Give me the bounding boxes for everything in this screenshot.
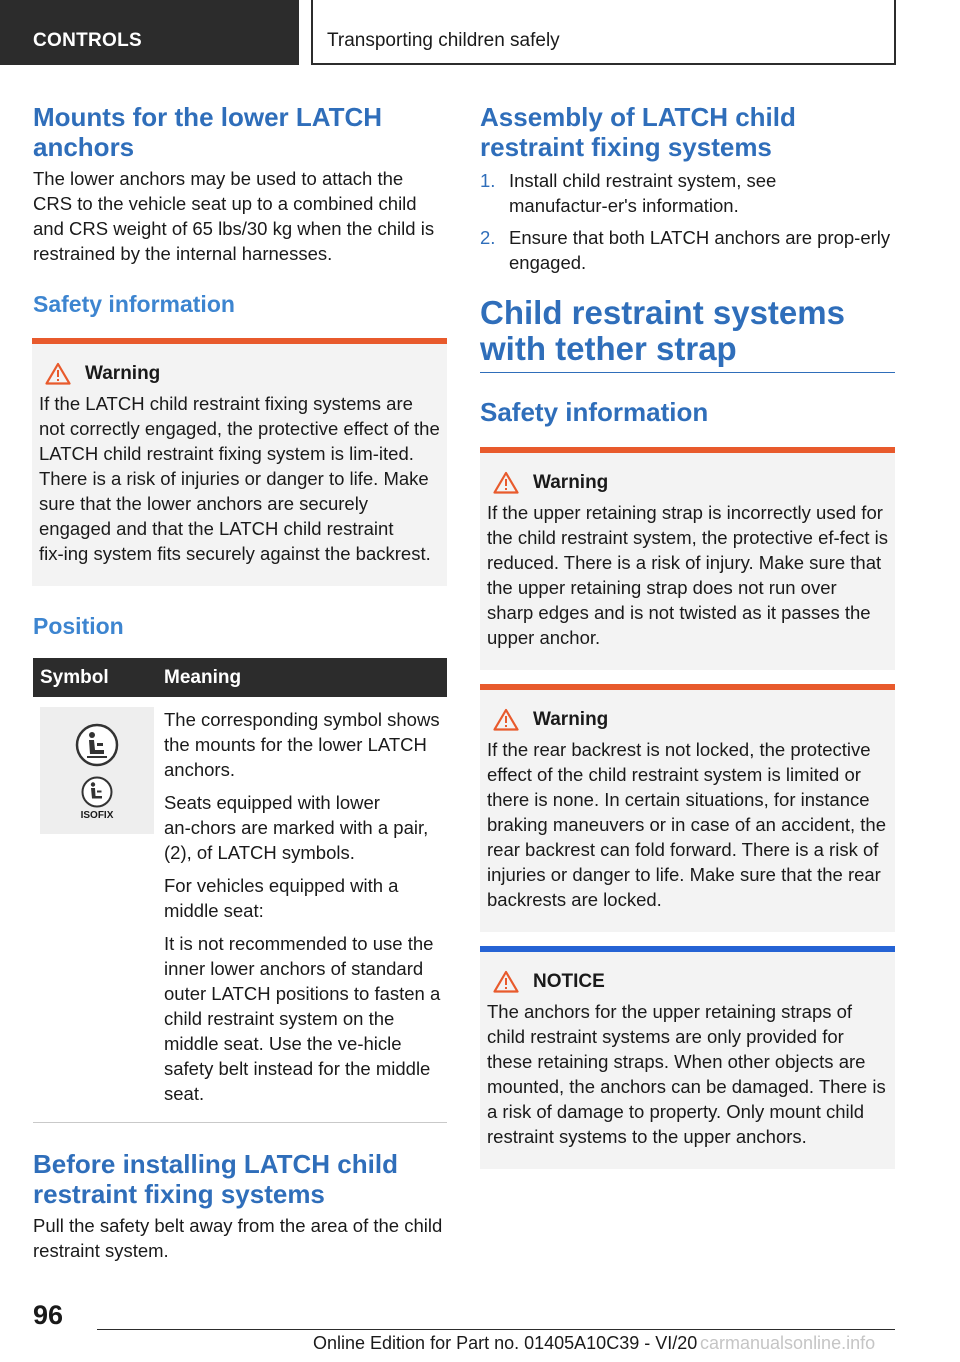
meaning-paragraph: For vehicles equipped with a middle seat: xyxy=(164,875,399,921)
meaning-paragraph: Seats equipped with lower an‑chors are marked with a pair, (2), of LATCH symbols. xyxy=(164,792,429,863)
isofix-label: ISOFIX xyxy=(80,809,114,821)
list-item xyxy=(480,225,895,275)
isofix-seat-icon xyxy=(80,775,114,809)
tether-heading-block xyxy=(480,295,895,373)
chapter-label: Transporting children safely xyxy=(327,30,560,51)
warning-label: Warning xyxy=(85,362,161,384)
warning-box-strap xyxy=(480,447,895,670)
step-text: Install child restraint system, see manufactur‑er's information. xyxy=(509,170,777,216)
safety-heading-left: Safety information xyxy=(33,291,235,317)
mounts-body: The lower anchors may be used to attach the CRS to the vehicle seat up to a combined child and CRS weight of 65 lbs/30 kg when the child is restrained by the internal harnesses. xyxy=(33,168,435,264)
meaning-cell xyxy=(157,707,447,1114)
position-table xyxy=(33,658,447,1123)
section-tab xyxy=(0,0,299,65)
step-text: Ensure that both LATCH anchors are prop‑erly engaged. xyxy=(509,227,891,273)
before-installing-heading: Before installing LATCH child restraint fixing systems xyxy=(33,1149,398,1209)
warning-box-backrest xyxy=(480,684,895,932)
warning-box-latch xyxy=(32,338,447,586)
meaning-paragraph: The corresponding symbol shows the mounts for the lower LATCH anchors. xyxy=(164,709,440,780)
right-column xyxy=(480,102,895,1169)
meaning-paragraph: It is not recommended to use the inner lower anchors of standard outer LATCH positions to fasten a child restraint system on the middle seat. Use the ve‑hicle safety belt instead for the middle seat. xyxy=(164,933,441,1104)
step-number: 1. xyxy=(480,170,496,191)
column-meaning: Meaning xyxy=(164,666,242,688)
tether-heading: Child restraint systems with tether strap xyxy=(480,294,845,367)
isofix-symbol xyxy=(80,775,114,821)
warning-triangle-icon xyxy=(493,471,519,494)
warning-triangle-icon xyxy=(45,362,71,385)
watermark: carmanualsonline.info xyxy=(700,1333,876,1353)
notice-text: The anchors for the upper retaining straps of child restraint systems are only provided for these retaining straps. When other objects are mounted, the anchors can be damaged. There is a risk of damage to property. Only mount child restraint systems to the upper anchors. xyxy=(487,1001,886,1147)
warning-triangle-icon xyxy=(493,970,519,993)
assembly-heading: Assembly of LATCH child restraint fixing systems xyxy=(480,102,796,162)
latch-symbol-cell xyxy=(40,707,154,834)
latch-seat-icon xyxy=(73,721,121,769)
warning-label: Warning xyxy=(533,708,609,730)
column-symbol: Symbol xyxy=(40,666,109,688)
footer-divider xyxy=(97,1329,895,1330)
chapter-tab xyxy=(311,0,896,65)
warning-label: Warning xyxy=(533,471,609,493)
notice-label: NOTICE xyxy=(533,970,605,992)
warning-title xyxy=(487,708,888,731)
edition-text: Online Edition for Part no. 01405A10C39 - VI/20 xyxy=(313,1333,698,1353)
mounts-heading: Mounts for the lower LATCH anchors xyxy=(33,102,383,162)
page-number: 96 xyxy=(33,1300,64,1330)
list-item xyxy=(480,168,895,218)
warning-text: If the rear backrest is not locked, the protective effect of the child restraint system is limited or there is none. In certain situations, for instance braking maneuvers or in case of an accident, the rear backrest can fold forward. There is a risk of injuries or danger to life. Make sure that the rear backrests are locked. xyxy=(487,739,887,910)
warning-text: If the LATCH child restraint fixing systems are not correctly engaged, the protective effect of the LATCH child restraint fixing system is lim‑ited. There is a risk of injuries or danger to life. Make sure that the lower anchors are securely engaged and that the LATCH child restraint fix‑ing system fits securely against the backrest. xyxy=(39,393,440,564)
table-header xyxy=(33,658,447,697)
notice-box xyxy=(480,946,895,1169)
safety-heading-right: Safety information xyxy=(480,397,709,427)
notice-title xyxy=(487,970,888,993)
assembly-steps xyxy=(480,168,895,275)
warning-title xyxy=(487,471,888,494)
step-number: 2. xyxy=(480,227,496,248)
before-installing-body: Pull the safety belt away from the area of the child restraint system. xyxy=(33,1215,443,1261)
section-label: CONTROLS xyxy=(33,30,143,51)
warning-text: If the upper retaining strap is incorrectly used for the child restraint system, the protective ef‑fect is reduced. There is a risk of injury. Make sure that the upper retaining strap does not run over sharp edges and is not twisted as it passes the upper anchor. xyxy=(487,502,888,648)
table-row xyxy=(33,697,447,1123)
left-column xyxy=(33,102,447,1263)
warning-title xyxy=(39,362,440,385)
position-heading: Position xyxy=(33,613,124,639)
warning-triangle-icon xyxy=(493,708,519,731)
